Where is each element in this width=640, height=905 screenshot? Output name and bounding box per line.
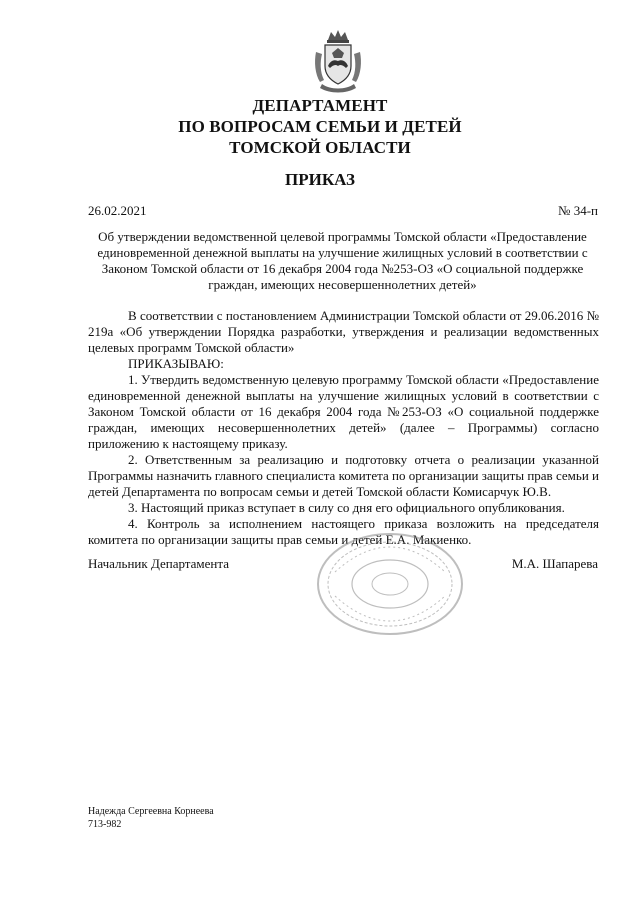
order-date: 26.02.2021: [88, 203, 147, 218]
signatory-name: М.А. Шапарева: [511, 556, 598, 571]
order-subject: Об утверждении ведомственной целевой программы Томской области «Предоставление единовременной денежной выплаты на улучшение жилищных условий в соответствии с Законом Томской области от 16 декабря 2004 года №253-ОЗ «О социальной поддержке граждан, имеющих несовершеннолетних детей»: [97, 229, 588, 292]
department-name: [0, 95, 640, 158]
document-type: ПРИКАЗ: [285, 170, 355, 189]
executor-info: [88, 805, 214, 831]
department-line-1: ДЕПАРТАМЕНТ: [252, 96, 388, 115]
executor-phone: 713-982: [88, 819, 122, 830]
department-line-2: ПО ВОПРОСАМ СЕМЬИ И ДЕТЕЙ: [178, 117, 462, 136]
order-item-1: 1. Утвердить ведомственную целевую программу Томской области «Предоставление единовременной денежной выплаты на улучшение жилищных условий в соответствии с Законом Томской области от 16 декабря 2004 года №253-ОЗ «О социальной поддержке граждан, имеющих несовершеннолетних детей» (далее – Программы) согласно приложению к настоящему приказу.: [88, 372, 599, 451]
executor-name: Надежда Сергеевна Корнеева: [88, 806, 214, 817]
signatory-position: Начальник Департамента: [88, 556, 229, 571]
round-seal-stamp-icon: [315, 532, 465, 636]
order-item-3: 3. Настоящий приказ вступает в силу со дня его официального опубликования.: [128, 500, 565, 515]
coat-of-arms-icon: [312, 28, 364, 94]
order-number: № 34-п: [558, 203, 598, 218]
order-word: ПРИКАЗЫВАЮ:: [128, 356, 224, 371]
order-item-2: 2. Ответственным за реализацию и подготовку отчета о реализации указанной Программы назначить главного специалиста комитета по организации защиты прав семьи и детей Департамента по вопросам семьи и детей Томской области Комисарчук Ю.В.: [88, 452, 599, 499]
preamble: В соответствии с постановлением Администрации Томской области от 29.06.2016 № 219а «Об утверждении Порядка разработки, утверждения и реализации ведомственных целевых программ Томской области»: [88, 308, 599, 355]
department-line-3: ТОМСКОЙ ОБЛАСТИ: [229, 138, 411, 157]
order-body: [88, 308, 599, 548]
order-item-4: 4. Контроль за исполнением настоящего приказа возложить на председателя комитета по организации защиты прав семьи и детей Е.А. Макиенко.: [88, 516, 599, 547]
